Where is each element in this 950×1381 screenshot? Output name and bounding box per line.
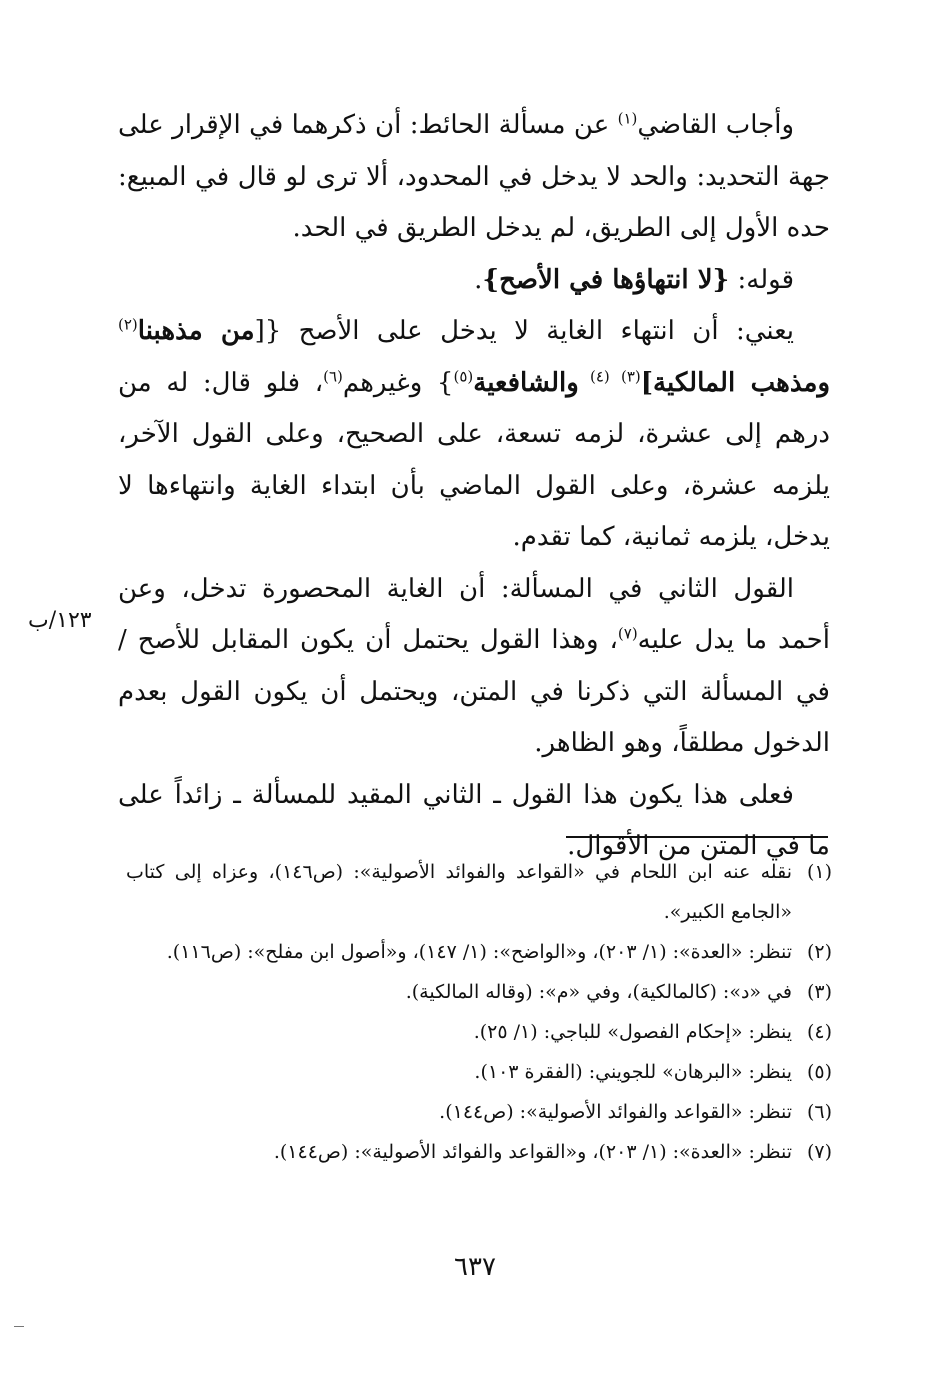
footnote-ref-2: (٢) xyxy=(118,315,138,334)
footnote xyxy=(126,1052,832,1092)
footnote-number: (٢) xyxy=(806,941,832,963)
text-run: عن مسألة الحائط: أن ذكرهما في الإقرار على جهة التحديد: والحد لا يدخل في المحدود، ألا ترى لو قال في المبيع: حده الأول إلى الطريق، لم يدخل الطريق في الحد. xyxy=(118,110,830,243)
text-run: يعني: أن انتهاء الغاية لا يدخل على الأصح {[ xyxy=(254,316,795,346)
paragraph-1 xyxy=(118,100,830,255)
footnote-ref-3: (٣) xyxy=(620,366,641,385)
footnote-ref-5: (٥) xyxy=(453,366,474,385)
footnote-ref-1: (١) xyxy=(617,109,638,128)
footnote-separator xyxy=(566,836,828,838)
quoted-matn: ومذهب المالكية] xyxy=(640,367,831,398)
text-run: ، وهذا القول يحتمل أن يكون المقابل للأصح / في المسألة التي ذكرنا في المتن، ويحتمل أن يكون القول بعدم الدخول مطلقاً، وهو الظاهر. xyxy=(118,625,830,758)
text-run: } وغيرهم xyxy=(342,367,454,398)
footnote-text: ينظر: «البرهان» للجويني: (الفقرة ١٠٣). xyxy=(474,1061,792,1083)
footnote-text: ينظر: «إحكام الفصول» للباجي: (١/ ٢٥). xyxy=(473,1021,792,1043)
footnote xyxy=(126,852,832,932)
scan-mark xyxy=(14,1326,24,1327)
footnote-number: (١) xyxy=(806,861,832,883)
footnote-number: (٥) xyxy=(806,1061,832,1083)
footnote xyxy=(126,1132,832,1172)
footnote xyxy=(126,1012,832,1052)
text-run: القول الثاني في المسألة: أن الغاية المحصورة تدخل، وعن أحمد ما يدل عليه xyxy=(118,573,830,655)
footnotes xyxy=(126,852,832,1172)
paragraph-3 xyxy=(118,306,830,564)
footnote-ref-6: (٦) xyxy=(323,366,343,385)
paragraph-5: فعلى هذا يكون هذا القول ـ الثاني المقيد للمسألة ـ زائداً على ما في المتن من الأقوال. xyxy=(118,779,830,861)
footnote-text: نقله عنه ابن اللحام في «القواعد والفوائد الأصولية»: (ص١٤٦)، وعزاه إلى كتاب «الجامع الكبير». xyxy=(126,861,792,923)
footnote-text: تنظر: «العدة»: (١/ ٢٠٣)، و«القواعد والفوائد الأصولية»: (ص١٤٤). xyxy=(273,1141,792,1163)
text-run: وأجاب القاضي xyxy=(637,110,794,140)
footnote xyxy=(126,1092,832,1132)
footnote-number: (٤) xyxy=(806,1021,832,1043)
text-run: . xyxy=(474,264,483,295)
footnote xyxy=(126,972,832,1012)
quoted-matn: والشافعية xyxy=(473,367,579,398)
footnote-text: تنظر: «القواعد والفوائد الأصولية»: (ص١٤٤). xyxy=(439,1101,792,1123)
text-run: قوله: xyxy=(729,264,794,295)
footnote xyxy=(126,932,832,972)
quoted-matn: من مذهبنا xyxy=(137,316,255,346)
quoted-matn: {لا انتهاؤها في الأصح} xyxy=(482,264,730,295)
footnote-number: (٦) xyxy=(806,1101,832,1123)
paragraph-2 xyxy=(118,255,830,307)
footnote-text: تنظر: «العدة»: (١/ ٢٠٣)، و«الواضح»: (١/ ١٤٧)، و«أصول ابن مفلح»: (ص١١٦). xyxy=(166,941,792,963)
text-run: ، فلو قال: له من درهم إلى عشرة، لزمه تسعة، على الصحيح، وعلى القول الآخر، يلزمه عشرة، وعلى القول الماضي بأن ابتداء الغاية وانتهاءها لا يدخل، يلزمه ثمانية، كما تقدم. xyxy=(118,367,830,552)
paragraph-4 xyxy=(118,564,830,770)
footnote-number: (٣) xyxy=(806,981,832,1003)
manuscript-folio-marker: ١٢٣/ب xyxy=(28,608,92,633)
footnote-text: في «د»: (كالمالكية)، وفي «م»: (وقاله المالكية). xyxy=(405,981,792,1003)
footnote-ref-4: (٤) xyxy=(578,366,621,385)
footnote-ref-7: (٧) xyxy=(617,624,638,643)
footnote-number: (٧) xyxy=(806,1141,832,1163)
page-number: ٦٣٧ xyxy=(454,1252,496,1282)
main-text xyxy=(118,100,830,873)
